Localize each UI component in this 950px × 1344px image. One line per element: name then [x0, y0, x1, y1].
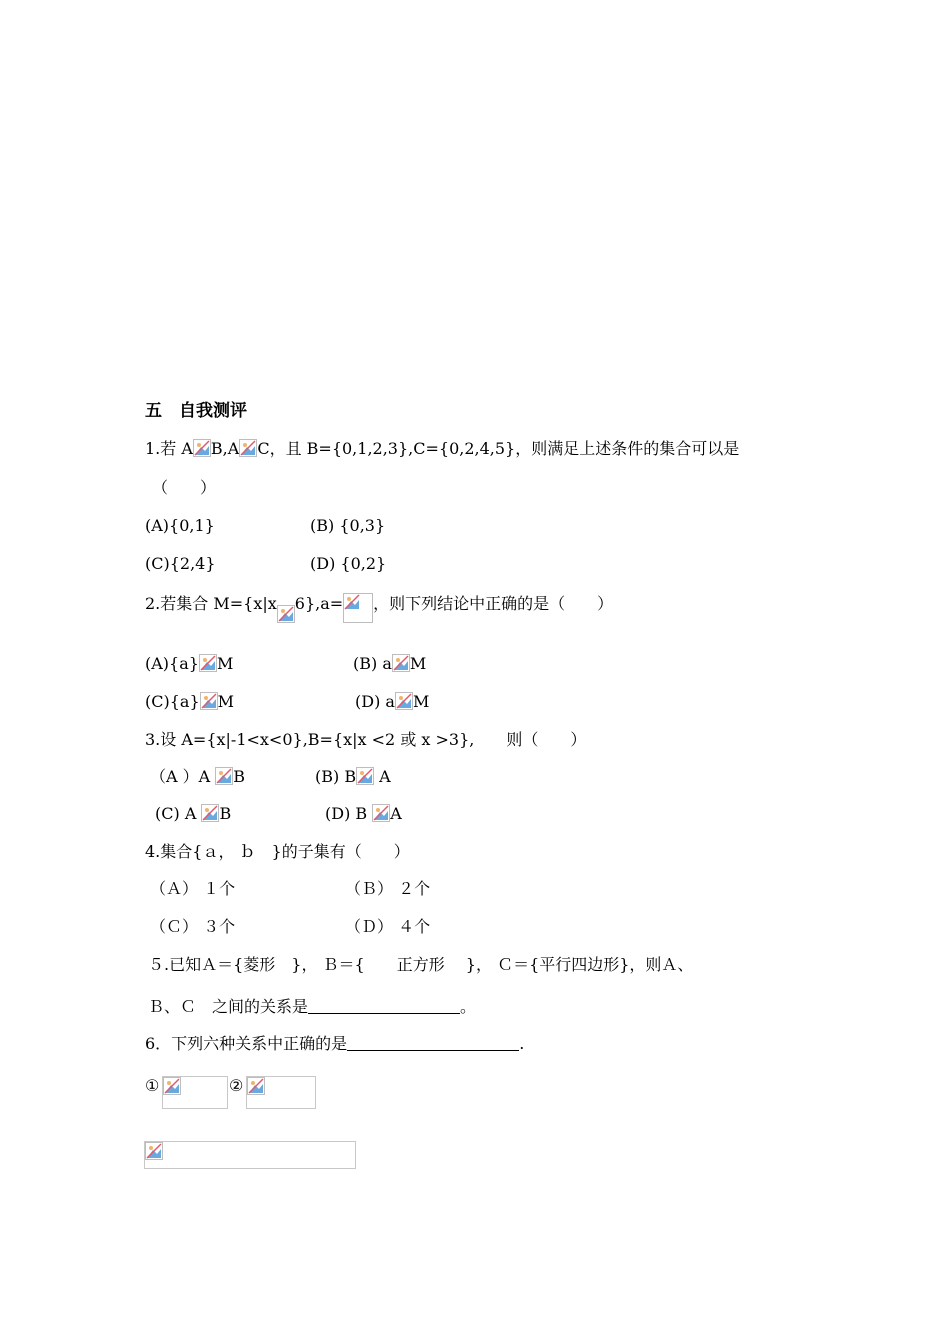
- q6-mark-1: ①: [145, 1076, 160, 1095]
- broken-image-icon: [199, 654, 217, 672]
- q3-option-b: [315, 766, 391, 788]
- q2-option-c-set: M: [217, 692, 235, 711]
- q2-option-c: [145, 691, 234, 713]
- q2-option-d-set: M: [412, 692, 430, 711]
- broken-image-icon: [200, 692, 218, 710]
- q3-option-c: [155, 803, 231, 825]
- q4-option-c: （Ｃ） ３个: [150, 917, 236, 936]
- q2-option-b: [353, 653, 426, 675]
- q6-formula-image-3: [144, 1141, 356, 1169]
- q4-option-b: （Ｂ） ２个: [345, 879, 431, 898]
- question-2: [145, 593, 613, 623]
- q2-text-a: 2.若集合 M={x|x: [145, 594, 277, 613]
- answer-blank[interactable]: [347, 1036, 519, 1051]
- broken-image-icon: [201, 804, 219, 822]
- broken-image-icon: [356, 767, 374, 785]
- q3-option-d-label: (D) B: [325, 804, 373, 823]
- q2-text-b: 6},a=: [294, 594, 344, 613]
- question-5: ５.已知Ａ＝{菱形 }， Ｂ＝{ 正方形 }， Ｃ＝{平行四边形}，则Ａ、: [148, 955, 694, 974]
- q3-option-d-set: A: [390, 804, 402, 823]
- broken-image-icon: [277, 605, 295, 623]
- q2-text-c: ，则下列结论中正确的是（ ）: [373, 594, 614, 613]
- q2-option-d: [355, 691, 429, 713]
- q3-option-b-set: A: [374, 767, 391, 786]
- broken-image-icon: [343, 593, 373, 623]
- q6-period: .: [519, 1034, 525, 1053]
- broken-image-icon: [247, 1077, 265, 1095]
- question-5-line2: [148, 996, 476, 1018]
- question-1: [145, 438, 739, 460]
- q1-answer-paren: （ ）: [152, 478, 217, 497]
- q2-option-b-label: (B) a: [353, 654, 392, 673]
- q3-option-c-set: B: [219, 804, 232, 823]
- q4-option-a: （Ａ） １个: [150, 879, 236, 898]
- answer-blank[interactable]: [308, 999, 460, 1014]
- q5-text: Ｂ、Ｃ 之间的关系是: [148, 997, 309, 1016]
- question-6: [145, 1033, 524, 1055]
- q6-formula-image-1: [162, 1076, 228, 1109]
- question-3: 3.设 A={x|-1<x<0},B={x|x <2 或 x >3}, 则（ ）: [145, 730, 587, 749]
- question-4: 4.集合{ａ， ｂ }的子集有（ ）: [145, 842, 410, 861]
- q2-option-d-label: (D) a: [355, 692, 395, 711]
- q4-option-d: （Ｄ） ４个: [345, 917, 431, 936]
- broken-image-icon: [392, 654, 410, 672]
- q1-option-c: (C){2,4}: [145, 554, 216, 573]
- q2-option-b-set: M: [409, 654, 427, 673]
- q2-option-c-label: (C){a}: [145, 692, 200, 711]
- q3-option-b-label: (B) B: [315, 767, 357, 786]
- q2-option-a: [145, 653, 233, 675]
- broken-image-icon: [239, 439, 257, 457]
- section-heading: 五 自我测评: [145, 401, 247, 421]
- q1-text-a: 1.若 A: [145, 439, 193, 458]
- broken-image-icon: [163, 1077, 181, 1095]
- q6-text: 6．下列六种关系中正确的是: [145, 1034, 348, 1053]
- broken-image-icon: [193, 439, 211, 457]
- q1-option-a: (A){0,1}: [145, 516, 215, 535]
- q6-mark-2: ②: [229, 1076, 244, 1095]
- broken-image-icon: [372, 804, 390, 822]
- broken-image-icon: [145, 1142, 163, 1160]
- q3-option-d: [325, 803, 402, 825]
- q3-option-a: [150, 766, 245, 788]
- q1-option-d: (D) {0,2}: [310, 554, 387, 573]
- q3-option-a-set: B: [233, 767, 246, 786]
- q3-option-a-label: （A ）A: [150, 767, 216, 786]
- q5-period: 。: [460, 997, 477, 1016]
- q1-text-c: C，且 B={0,1,2,3},C={0,2,4,5}，则满足上述条件的集合可以是: [257, 439, 740, 458]
- broken-image-icon: [395, 692, 413, 710]
- q1-option-b: (B) {0,3}: [310, 516, 386, 535]
- broken-image-icon: [215, 767, 233, 785]
- q6-formula-image-2: [246, 1076, 316, 1109]
- q1-text-b: B,A: [210, 439, 240, 458]
- q3-option-c-label: (C) A: [155, 804, 202, 823]
- q2-option-a-set: M: [216, 654, 234, 673]
- q2-option-a-label: (A){a}: [145, 654, 199, 673]
